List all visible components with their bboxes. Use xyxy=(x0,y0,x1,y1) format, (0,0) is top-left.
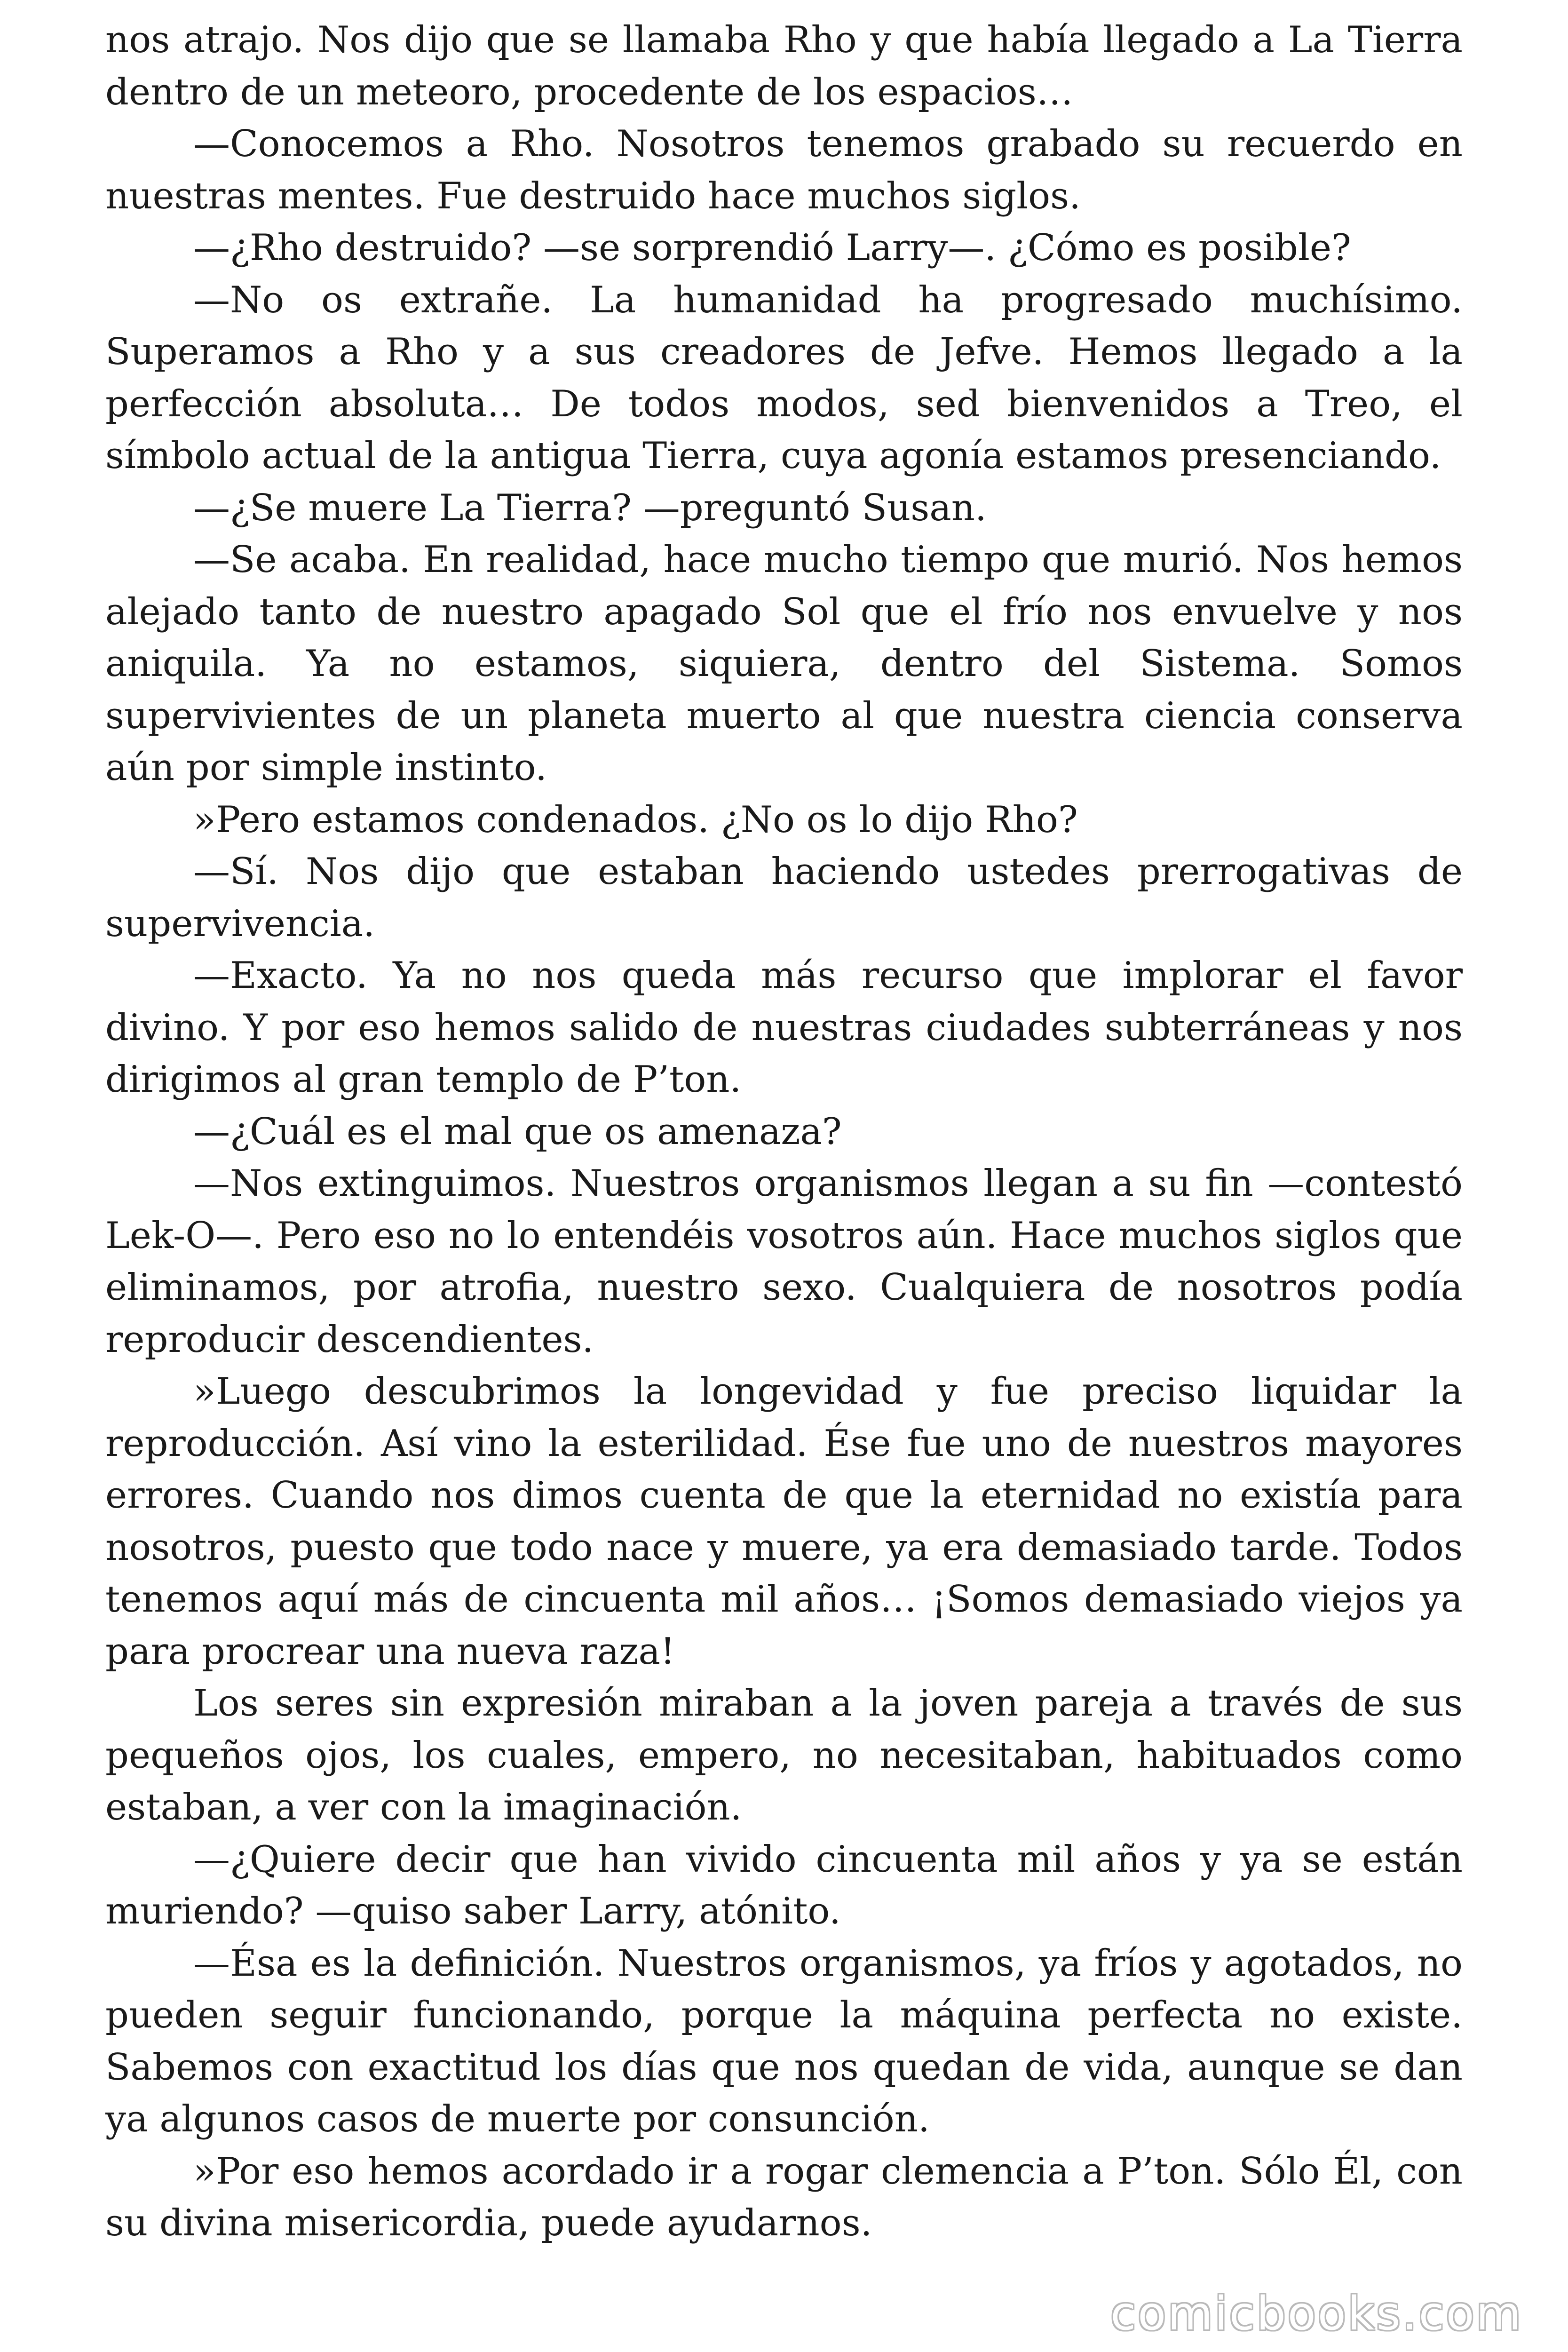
paragraph: —Nos extinguimos. Nuestros organismos llegan a su fin —contestó Lek-O—. Pero eso no lo entendéis vosotros aún. Hace muchos siglos que eliminamos, por atrofia, nuestro sexo. Cualquiera de nosotros podía reproducir descendientes. xyxy=(105,1162,1463,1361)
paragraph: »Por eso hemos acordado ir a rogar clemencia a P’ton. Sólo Él, con su divina misericordia, puede ayudarnos. xyxy=(105,2150,1463,2244)
paragraph: »Luego descubrimos la longevidad y fue preciso liquidar la reproducción. Así vino la esterilidad. Ése fue uno de nuestros mayores errores. Cuando nos dimos cuenta de que la eternidad no existía para nosotros, puesto que todo nace y muere, ya era demasiado tarde. Todos tenemos aquí más de cincuenta mil años… ¡Somos demasiado viejos ya para procrear una nueva raza! xyxy=(105,1370,1463,1673)
book-page-text xyxy=(105,14,1463,2249)
paragraph: —Se acaba. En realidad, hace mucho tiempo que murió. Nos hemos alejado tanto de nuestro apagado Sol que el frío nos envuelve y nos aniquila. Ya no estamos, siquiera, dentro del Sistema. Somos supervivientes de un planeta muerto al que nuestra ciencia conserva aún por simple instinto. xyxy=(105,539,1463,789)
paragraph: Los seres sin expresión miraban a la joven pareja a través de sus pequeños ojos, los cuales, empero, no necesitaban, habituados como estaban, a ver con la imaginación. xyxy=(105,1682,1463,1828)
paragraph: —¿Quiere decir que han vivido cincuenta mil años y ya se están muriendo? —quiso saber Larry, atónito. xyxy=(105,1838,1463,1932)
paragraph: —¿Rho destruido? —se sorprendió Larry—. ¿Cómo es posible? xyxy=(193,227,1351,269)
paragraph: »Pero estamos condenados. ¿No os lo dijo Rho? xyxy=(193,798,1078,841)
paragraph: —¿Cuál es el mal que os amenaza? xyxy=(193,1110,842,1153)
paragraph: —Ésa es la definición. Nuestros organismos, ya fríos y agotados, no pueden seguir funcionando, porque la máquina perfecta no existe. Sabemos con exactitud los días que nos quedan de vida, aunque se dan ya algunos casos de muerte por consunción. xyxy=(105,1942,1463,2140)
paragraph: —¿Se muere La Tierra? —preguntó Susan. xyxy=(193,486,987,529)
paragraph: —Exacto. Ya no nos queda más recurso que implorar el favor divino. Y por eso hemos salido de nuestras ciudades subterráneas y nos dirigimos al gran templo de P’ton. xyxy=(105,954,1463,1101)
paragraph: —Sí. Nos dijo que estaban haciendo ustedes prerrogativas de supervivencia. xyxy=(105,850,1463,945)
paragraph-continuation: nos atrajo. Nos dijo que se llamaba Rho y que había llegado a La Tierra dentro de un meteoro, procedente de los espacios… xyxy=(105,19,1463,113)
watermark: comicbooks.com xyxy=(1110,2287,1523,2341)
paragraph: —No os extrañe. La humanidad ha progresado muchísimo. Superamos a Rho y a sus creadores de Jefve. Hemos llegado a la perfección absoluta… De todos modos, sed bienvenidos a Treo, el símbolo actual de la antigua Tierra, cuya agonía estamos presenciando. xyxy=(105,278,1463,477)
paragraph: —Conocemos a Rho. Nosotros tenemos grabado su recuerdo en nuestras mentes. Fue destruido hace muchos siglos. xyxy=(105,123,1463,217)
